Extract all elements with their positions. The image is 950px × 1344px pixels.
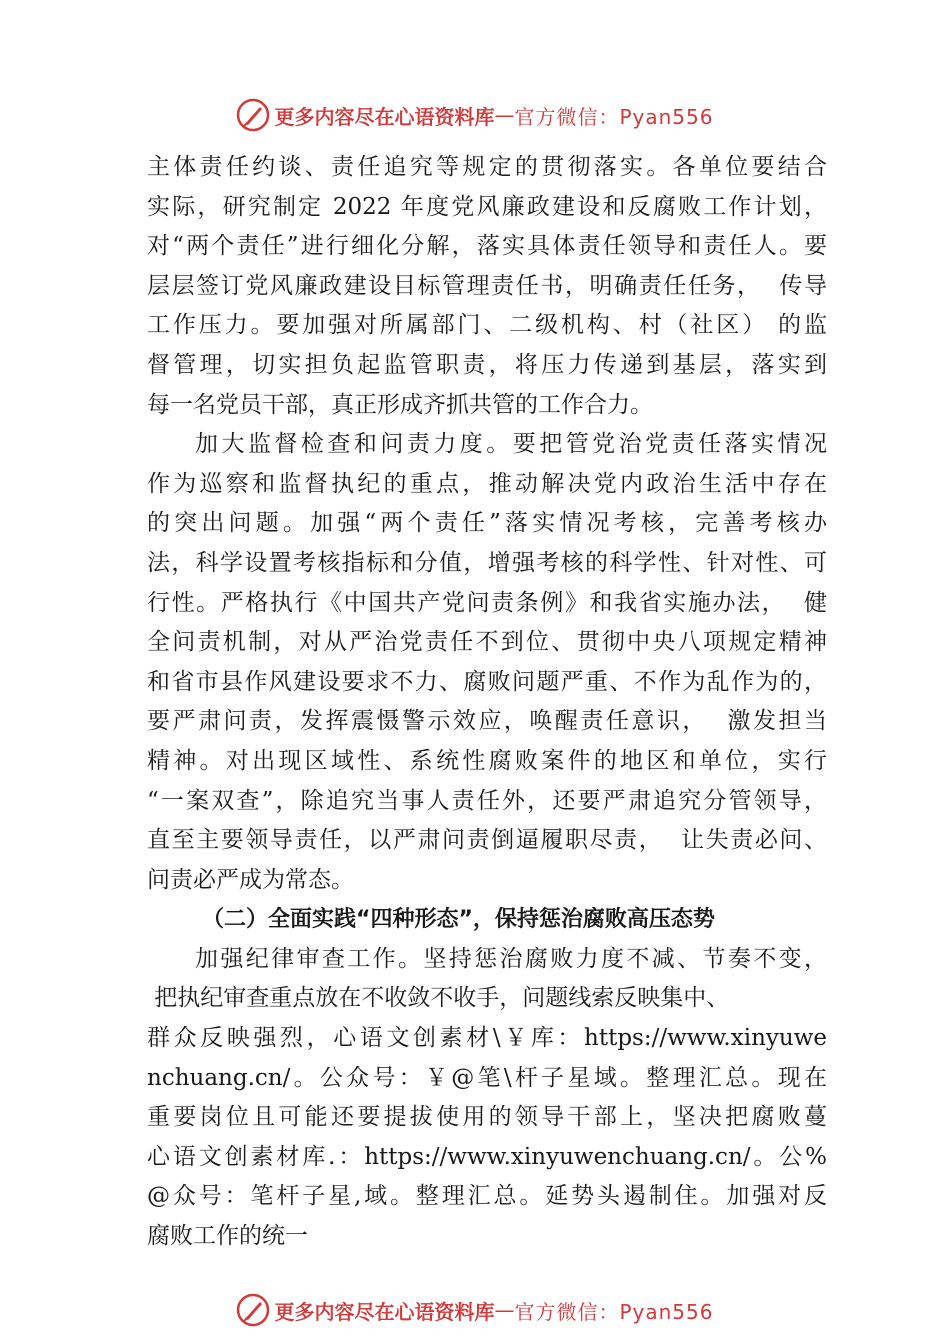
text-line: 群众反映强烈，心语文创素材\￥库：https://www.xinyuwe bbox=[147, 1025, 827, 1052]
text-line: 和省市县作风建设要求不力、腐败问题严重、不作为乱作为的， bbox=[147, 668, 827, 695]
text-line: 把执纪审查重点放在不收敛不收手，问题线索反映集中、 bbox=[147, 985, 730, 1012]
text-line: 每一名党员干部，真正形成齐抓共管的工作合力。 bbox=[147, 391, 653, 418]
document-body bbox=[147, 148, 827, 1257]
footer-watermark bbox=[0, 1290, 950, 1330]
paragraph-first-line: 加强纪律审查工作。坚持惩治腐败力度不减、节奏不变， bbox=[195, 945, 827, 972]
watermark-main-text: 更多内容尽在心语资料库 bbox=[274, 1299, 495, 1324]
text-line: 作为巡察和监督执纪的重点，推动解决党内政治生活中存在 bbox=[147, 470, 827, 497]
text-line: nchuang.cn/。公众号：￥@笔\杆子星域。整理汇总。现在 bbox=[147, 1064, 827, 1091]
text-line: “一案双查”，除追究当事人责任外，还要严肃追究分管领导， bbox=[147, 787, 827, 814]
text-line: 腐败工作的统一 bbox=[147, 1223, 308, 1250]
text-line: 法，科学设置考核指标和分值，增强考核的科学性、针对性、可 bbox=[147, 549, 827, 576]
section-heading: （二）全面实践“四种形态”，保持惩治腐败高压态势 bbox=[202, 907, 715, 933]
text-line: 心语文创素材库.：https://www.xinyuwenchuang.cn/。公% bbox=[147, 1143, 827, 1170]
watermark-dash: — bbox=[494, 103, 515, 127]
text-line: 督管理，切实担负起监管职责，将压力传递到基层，落实到 bbox=[147, 351, 827, 378]
text-line: @众号：笔杆子星,域。整理汇总。延势头遏制住。加强对反 bbox=[147, 1183, 827, 1210]
text-line: 精神。对出现区域性、系统性腐败案件的地区和单位，实行 bbox=[147, 747, 827, 774]
watermark-main-text: 更多内容尽在心语资料库 bbox=[274, 104, 495, 129]
header-watermark bbox=[0, 95, 950, 135]
paragraph-first-line: 加大监督检查和问责力度。要把管党治党责任落实情况 bbox=[195, 431, 827, 458]
text-line: 重要岗位且可能还要提拔使用的领导干部上，坚决把腐败蔓 bbox=[147, 1104, 827, 1131]
text-line: 全问责机制，对从严治党责任不到位、贯彻中央八项规定精神 bbox=[147, 629, 827, 656]
text-line: 问责必严成为常态。 bbox=[147, 866, 354, 893]
quill-logo-icon bbox=[236, 1293, 270, 1327]
quill-logo-icon bbox=[236, 98, 270, 132]
text-line: 直至主要领导责任，以严肃问责倒逼履职尽责， 让失责必问、 bbox=[147, 827, 827, 854]
text-line: 实际，研究制定 2022 年度党风廉政建设和反腐败工作计划， bbox=[147, 193, 827, 220]
text-line: 的突出问题。加强“两个责任”落实情况考核，完善考核办 bbox=[147, 510, 827, 537]
text-line: 对“两个责任”进行细化分解，落实具体责任领导和责任人。要 bbox=[147, 233, 827, 260]
watermark-wechat-text: 官方微信：Pyan556 bbox=[514, 1299, 714, 1324]
text-line: 层层签订党风廉政建设目标管理责任书，明确责任任务， 传导 bbox=[147, 272, 827, 299]
text-line: 主体责任约谈、责任追究等规定的贯彻落实。各单位要结合 bbox=[147, 154, 827, 180]
watermark-dash: — bbox=[494, 1298, 515, 1322]
text-line: 行性。严格执行《中国共产党问责条例》和我省实施办法， 健 bbox=[147, 589, 827, 616]
text-line: 工作压力。要加强对所属部门、二级机构、村（社区） 的监 bbox=[147, 312, 827, 339]
watermark-wechat-text: 官方微信：Pyan556 bbox=[514, 104, 714, 129]
text-line: 要严肃问责，发挥震慑警示效应，唤醒责任意识， 激发担当 bbox=[147, 708, 827, 735]
